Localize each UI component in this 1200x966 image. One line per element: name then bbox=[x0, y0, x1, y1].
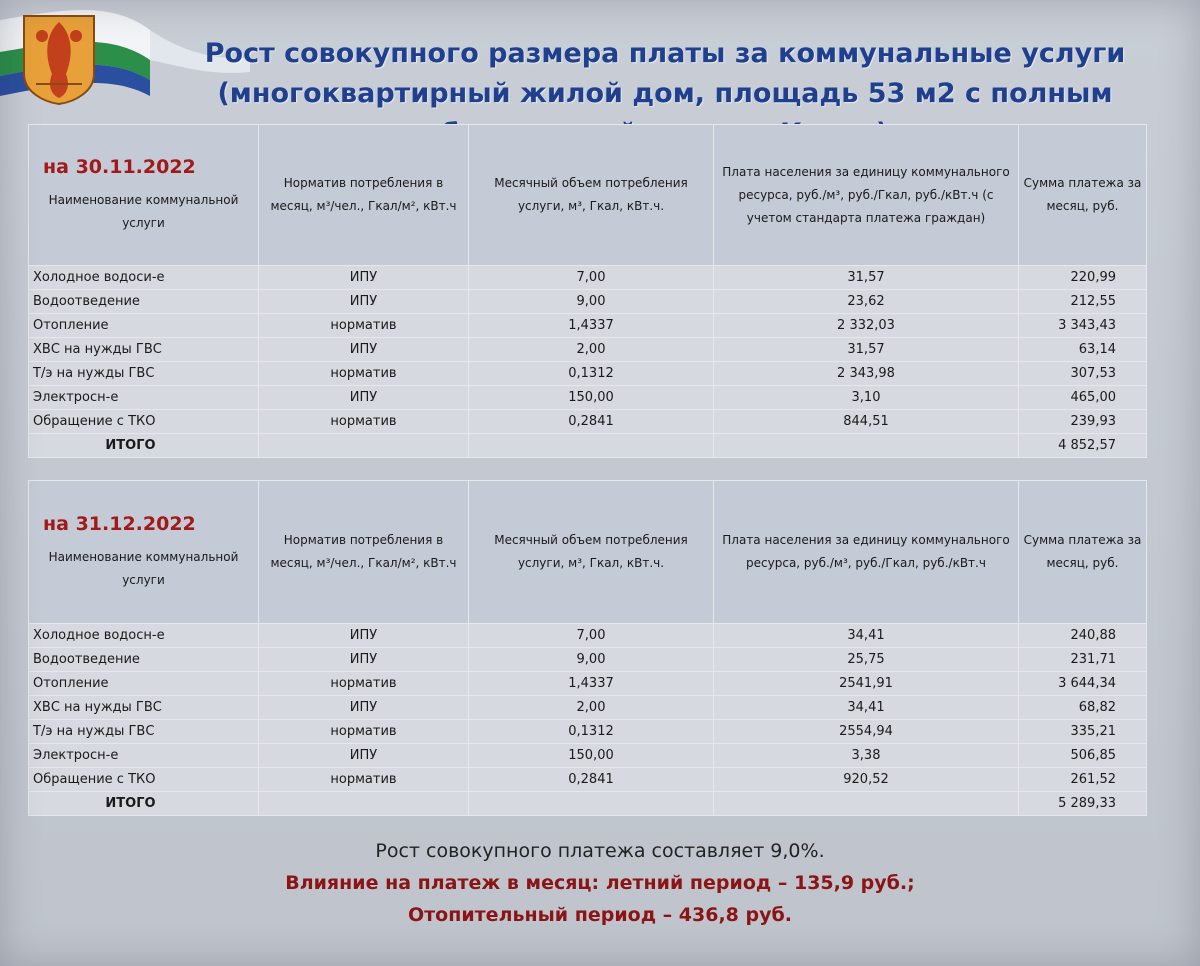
header-norm: Норматив потребления в месяц, м³/чел., Гкал/м², кВт.ч bbox=[259, 481, 469, 624]
cell-norm: норматив bbox=[259, 768, 469, 792]
cell-price: 34,41 bbox=[714, 624, 1019, 648]
cell-name: Отопление bbox=[29, 314, 259, 338]
cell-price: 25,75 bbox=[714, 648, 1019, 672]
cell-volume: 2,00 bbox=[469, 696, 714, 720]
table-header-row bbox=[29, 481, 1147, 624]
cell-price: 844,51 bbox=[714, 410, 1019, 434]
cell-name: Холодное водоси-е bbox=[29, 266, 259, 290]
cell-price: 3,38 bbox=[714, 744, 1019, 768]
cell-empty bbox=[259, 434, 469, 458]
cell-name: Холодное водосн-е bbox=[29, 624, 259, 648]
header-sum: Сумма платежа за месяц, руб. bbox=[1019, 481, 1147, 624]
cell-norm: норматив bbox=[259, 720, 469, 744]
cell-norm: ИПУ bbox=[259, 648, 469, 672]
cell-sum: 261,52 bbox=[1019, 768, 1147, 792]
cell-volume: 150,00 bbox=[469, 386, 714, 410]
cell-volume: 7,00 bbox=[469, 266, 714, 290]
cell-name: Водоотведение bbox=[29, 290, 259, 314]
table-row bbox=[29, 696, 1147, 720]
cell-empty bbox=[469, 792, 714, 816]
cell-price: 3,10 bbox=[714, 386, 1019, 410]
cell-price: 31,57 bbox=[714, 266, 1019, 290]
cell-empty bbox=[469, 434, 714, 458]
coat-of-arms-icon bbox=[22, 14, 96, 106]
cell-name: Электросн-е bbox=[29, 744, 259, 768]
total-row bbox=[29, 434, 1147, 458]
cell-sum: 231,71 bbox=[1019, 648, 1147, 672]
date-label: на 31.12.2022 bbox=[43, 513, 196, 535]
cell-name: Т/э на нужды ГВС bbox=[29, 362, 259, 386]
cell-sum: 506,85 bbox=[1019, 744, 1147, 768]
cell-sum: 307,53 bbox=[1019, 362, 1147, 386]
cell-price: 2541,91 bbox=[714, 672, 1019, 696]
summary-heating: Отопительный период – 436,8 руб. bbox=[408, 904, 792, 926]
cell-sum: 465,00 bbox=[1019, 386, 1147, 410]
header-sum: Сумма платежа за месяц, руб. bbox=[1019, 125, 1147, 266]
cell-sum: 335,21 bbox=[1019, 720, 1147, 744]
header-volume: Месячный объем потребления услуги, м³, Гкал, кВт.ч. bbox=[469, 481, 714, 624]
cell-price: 2 332,03 bbox=[714, 314, 1019, 338]
cell-sum: 220,99 bbox=[1019, 266, 1147, 290]
table-row bbox=[29, 672, 1147, 696]
header-name: Наименование коммунальной услуги bbox=[48, 550, 239, 587]
header-name-cell bbox=[29, 125, 259, 266]
table-row bbox=[29, 290, 1147, 314]
cell-volume: 1,4337 bbox=[469, 672, 714, 696]
cell-price: 23,62 bbox=[714, 290, 1019, 314]
header-price: Плата населения за единицу коммунального ресурса, руб./м³, руб./Гкал, руб./кВт.ч (с учетом стандарта платежа граждан) bbox=[714, 125, 1019, 266]
cell-norm: ИПУ bbox=[259, 290, 469, 314]
cell-norm: ИПУ bbox=[259, 266, 469, 290]
cell-volume: 0,2841 bbox=[469, 768, 714, 792]
cell-sum: 3 644,34 bbox=[1019, 672, 1147, 696]
summary-impact: Влияние на платеж в месяц: летний период – 135,9 руб.; bbox=[285, 872, 915, 894]
table-row bbox=[29, 362, 1147, 386]
cell-norm: ИПУ bbox=[259, 744, 469, 768]
cell-empty bbox=[259, 792, 469, 816]
cell-name: Отопление bbox=[29, 672, 259, 696]
cell-volume: 150,00 bbox=[469, 744, 714, 768]
header-volume: Месячный объем потребления услуги, м³, Гкал, кВт.ч. bbox=[469, 125, 714, 266]
table-row bbox=[29, 338, 1147, 362]
cell-norm: норматив bbox=[259, 362, 469, 386]
table-row bbox=[29, 720, 1147, 744]
table-row bbox=[29, 648, 1147, 672]
cell-price: 2 343,98 bbox=[714, 362, 1019, 386]
cell-empty bbox=[714, 792, 1019, 816]
cell-name: Электросн-е bbox=[29, 386, 259, 410]
cell-volume: 0,1312 bbox=[469, 362, 714, 386]
table-row bbox=[29, 768, 1147, 792]
header-norm: Норматив потребления в месяц, м³/чел., Гкал/м², кВт.ч bbox=[259, 125, 469, 266]
table-row bbox=[29, 410, 1147, 434]
cell-volume: 0,1312 bbox=[469, 720, 714, 744]
cell-sum: 240,88 bbox=[1019, 624, 1147, 648]
cell-price: 920,52 bbox=[714, 768, 1019, 792]
cell-sum: 63,14 bbox=[1019, 338, 1147, 362]
cell-volume: 0,2841 bbox=[469, 410, 714, 434]
table-row bbox=[29, 744, 1147, 768]
cell-name: Водоотведение bbox=[29, 648, 259, 672]
cell-volume: 9,00 bbox=[469, 648, 714, 672]
cell-norm: ИПУ bbox=[259, 696, 469, 720]
cell-norm: норматив bbox=[259, 672, 469, 696]
cell-volume: 1,4337 bbox=[469, 314, 714, 338]
header-price: Плата населения за единицу коммунального ресурса, руб./м³, руб./Гкал, руб./кВт.ч bbox=[714, 481, 1019, 624]
total-sum: 4 852,57 bbox=[1019, 434, 1147, 458]
cell-name: ХВС на нужды ГВС bbox=[29, 338, 259, 362]
cell-norm: норматив bbox=[259, 410, 469, 434]
cell-price: 31,57 bbox=[714, 338, 1019, 362]
header-name-cell bbox=[29, 481, 259, 624]
total-label: ИТОГО bbox=[29, 434, 259, 458]
cell-price: 2554,94 bbox=[714, 720, 1019, 744]
cell-sum: 3 343,43 bbox=[1019, 314, 1147, 338]
cell-sum: 212,55 bbox=[1019, 290, 1147, 314]
table-row bbox=[29, 386, 1147, 410]
cell-norm: ИПУ bbox=[259, 386, 469, 410]
tariff-table-nov bbox=[28, 124, 1147, 458]
cell-price: 34,41 bbox=[714, 696, 1019, 720]
table-row bbox=[29, 314, 1147, 338]
summary-growth: Рост совокупного платежа составляет 9,0%. bbox=[375, 840, 825, 862]
cell-name: Обращение с ТКО bbox=[29, 410, 259, 434]
table-header-row bbox=[29, 125, 1147, 266]
cell-norm: ИПУ bbox=[259, 624, 469, 648]
table-row bbox=[29, 266, 1147, 290]
total-row bbox=[29, 792, 1147, 816]
cell-volume: 9,00 bbox=[469, 290, 714, 314]
cell-name: ХВС на нужды ГВС bbox=[29, 696, 259, 720]
cell-empty bbox=[714, 434, 1019, 458]
table-row bbox=[29, 624, 1147, 648]
total-label: ИТОГО bbox=[29, 792, 259, 816]
cell-name: Обращение с ТКО bbox=[29, 768, 259, 792]
cell-norm: ИПУ bbox=[259, 338, 469, 362]
cell-volume: 7,00 bbox=[469, 624, 714, 648]
page-title: Рост совокупного размера платы за коммунальные услуги (многоквартирный жилой дом, площадь 53 м2 с полным bbox=[204, 38, 1126, 109]
cell-sum: 68,82 bbox=[1019, 696, 1147, 720]
cell-volume: 2,00 bbox=[469, 338, 714, 362]
cell-norm: норматив bbox=[259, 314, 469, 338]
tariff-table-dec bbox=[28, 480, 1147, 816]
cell-name: Т/э на нужды ГВС bbox=[29, 720, 259, 744]
cell-sum: 239,93 bbox=[1019, 410, 1147, 434]
header-name: Наименование коммунальной услуги bbox=[48, 193, 239, 230]
total-sum: 5 289,33 bbox=[1019, 792, 1147, 816]
date-label: на 30.11.2022 bbox=[43, 156, 196, 178]
